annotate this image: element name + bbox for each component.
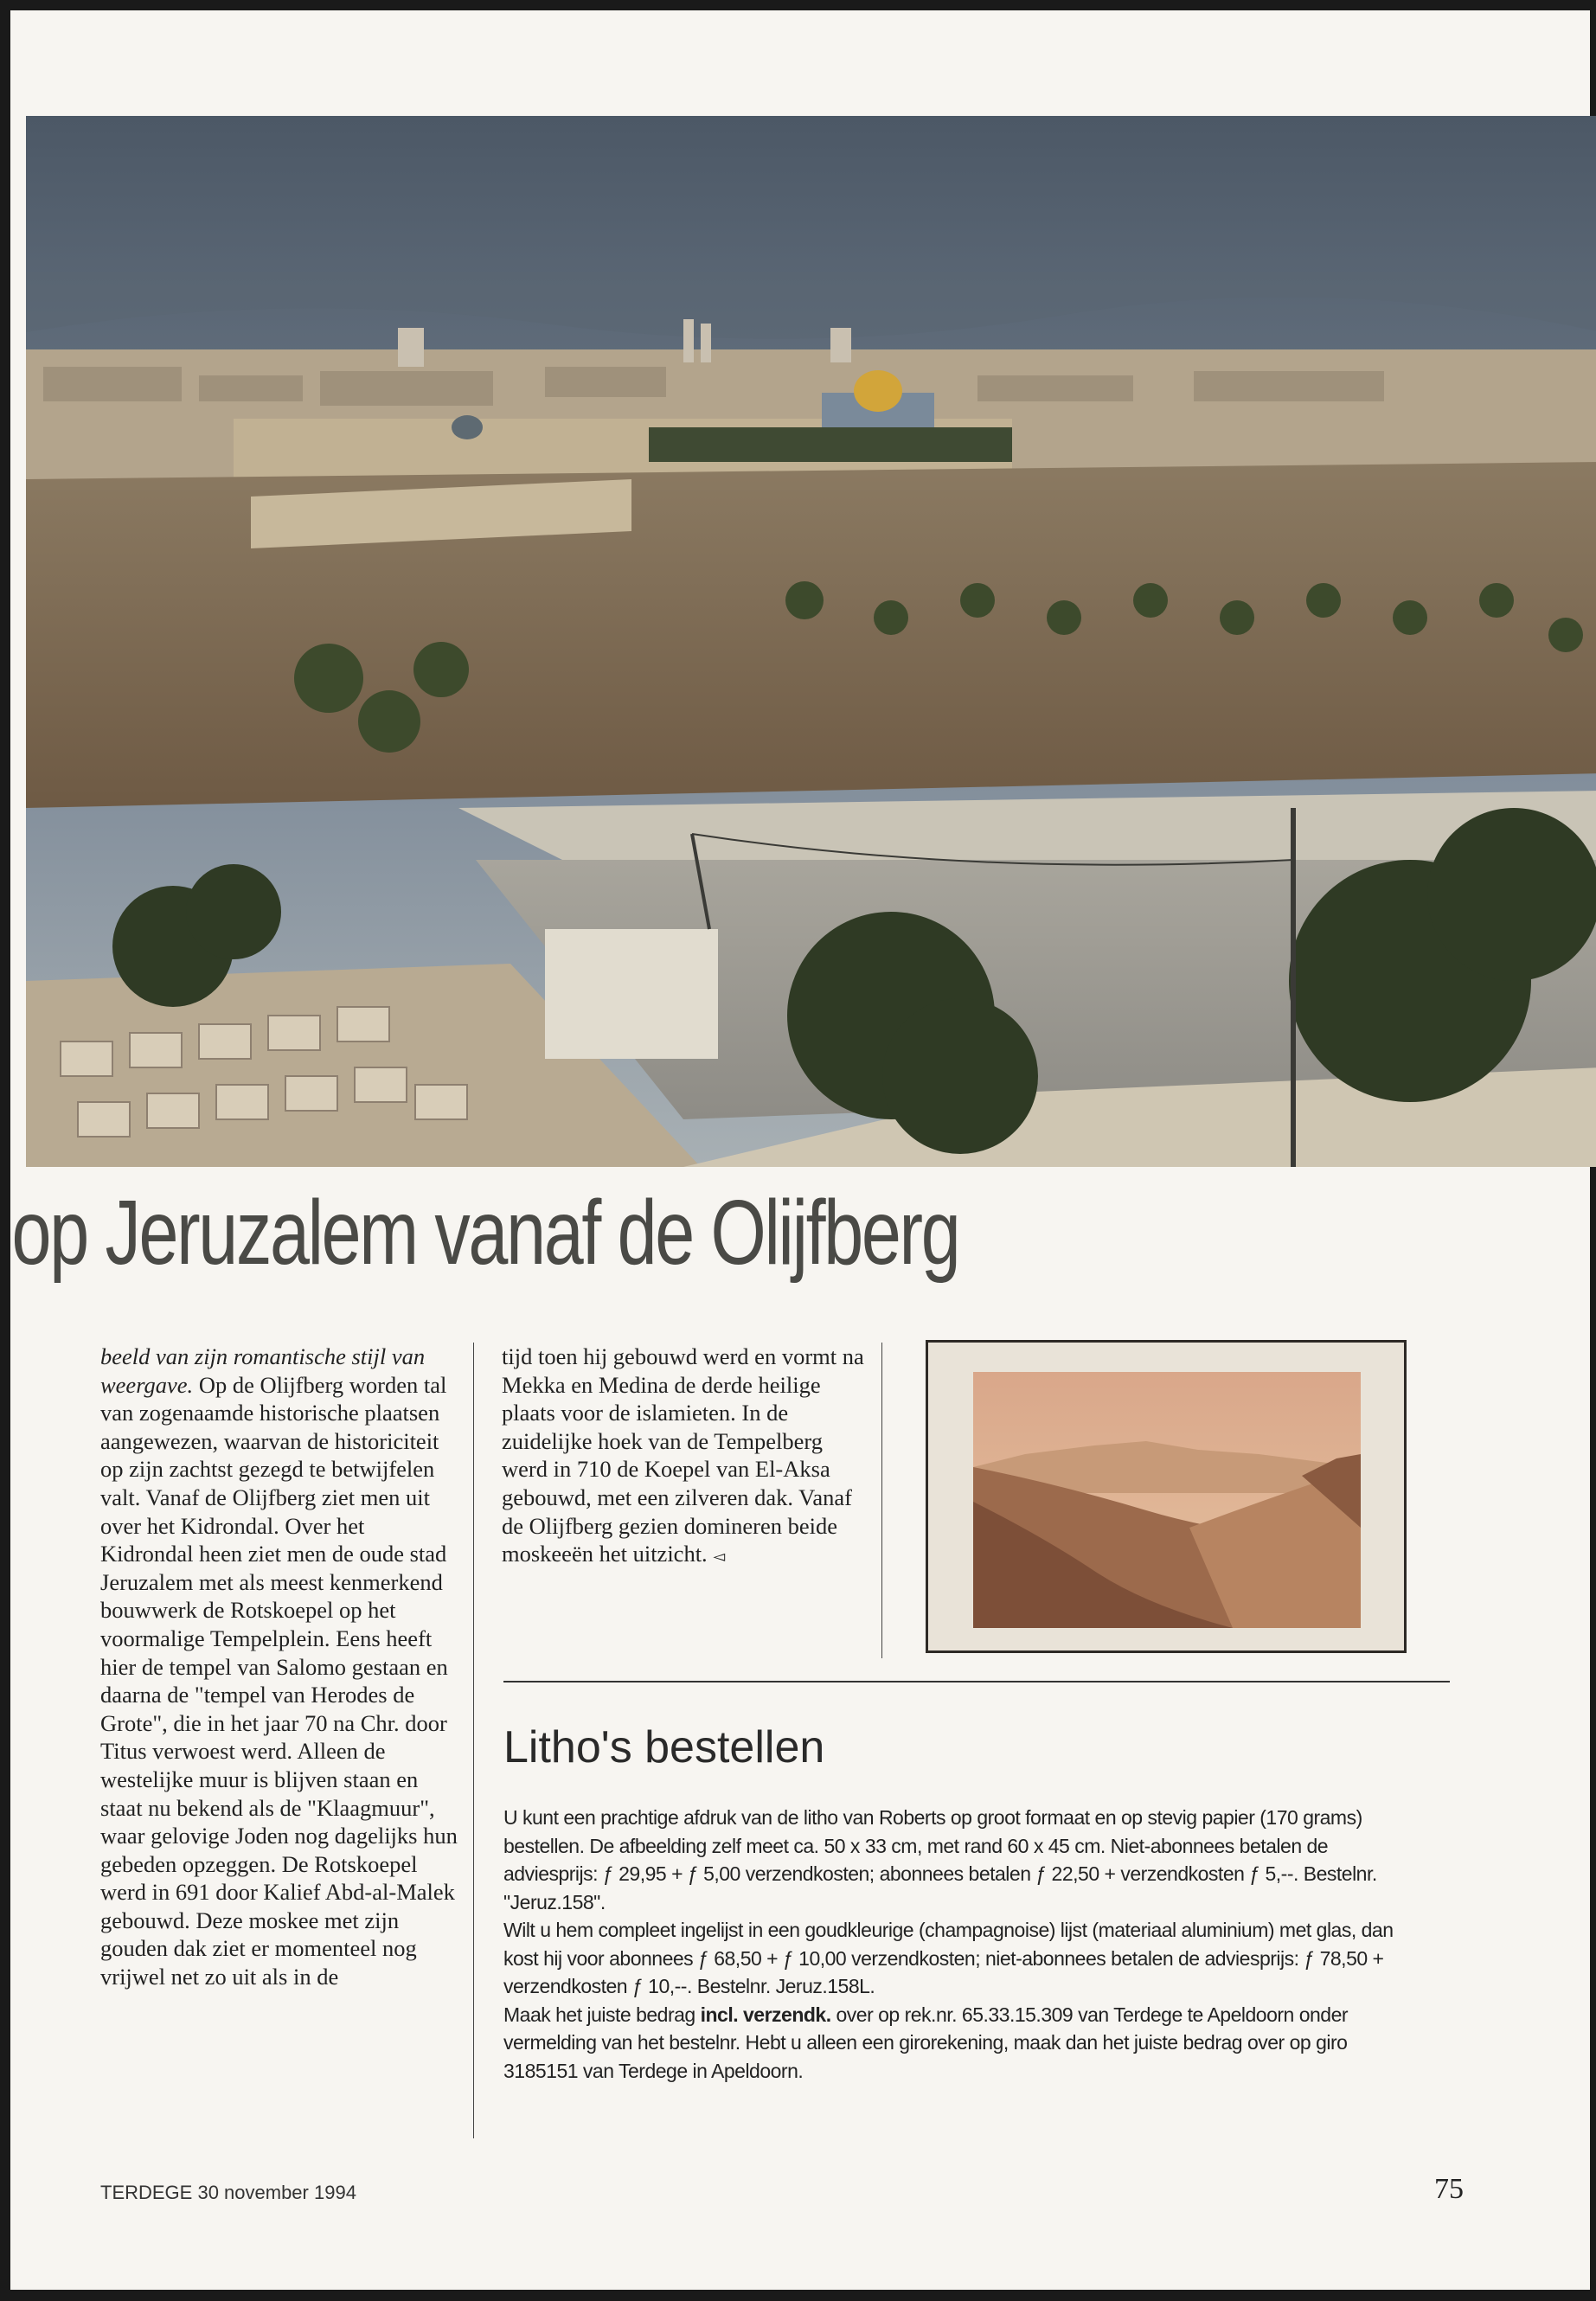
article-headline: op Jeruzalem vanaf de Olijfberg xyxy=(11,1182,959,1284)
roberts-litho-image xyxy=(973,1372,1361,1628)
section-divider xyxy=(503,1681,1450,1682)
order-section-title: Litho's bestellen xyxy=(503,1722,825,1772)
order-paragraph-1: U kunt een prachtige afdruk van de litho van Roberts op groot formaat en op stevig papier (170 grams) bestellen. De afbeelding zelf meet ca. 50 x 33 cm, met rand 60 x 45 cm. Niet-abonnees betalen de adviesprijs: ƒ 29,95 + ƒ 5,00 verzendkosten; abonnees betalen ƒ 22,50 + verzendkosten ƒ 5,--. Bestelnr. "Jeruz.158". xyxy=(503,1806,1377,1913)
page-number: 75 xyxy=(1434,2173,1464,2205)
article-column-1 xyxy=(100,1343,474,2138)
publication-footer: TERDEGE 30 november 1994 xyxy=(100,2182,356,2203)
magazine-page xyxy=(10,10,1590,2290)
order-paragraph-3-bold: incl. verzendk. xyxy=(700,2003,831,2026)
column-1-body: Op de Olijfberg worden tal van zogenaamde historische plaatsen aangewezen, waarvan de historiciteit op zijn zachtst gezegd te betwijfelen valt. Vanaf de Olijfberg ziet men uit over het Kidrondal. Over het Kidrondal heen ziet men de oude stad Jeruzalem met als meest kenmerkend bouwwerk de Rotskoepel op het voormalige Tempelplein. Eens heeft hier de tempel van Salomo gestaan en daarna de "tempel van Herodes de Grote", die in het jaar 70 na Chr. door Titus verwoest werd. Alleen de westelijke muur is blijven staan en staat nu bekend als de "Klaagmuur", waar gelovige Joden nog dagelijks hun gebeden opzeggen. De Rotskoepel werd in 691 door Kalief Abd-al-Malek gebouwd. Deze moskee met zijn gouden dak ziet er momenteel nog vrijwel net zo uit als in de xyxy=(100,1371,458,1990)
order-paragraph-2: Wilt u hem compleet ingelijst in een goudkleurige (champagnoise) lijst (materiaal aluminium) met glas, dan kost hij voor abonnees ƒ 68,50 + ƒ 10,00 verzendkosten; niet-abonnees betalen de adviesprijs: ƒ 78,50 + verzendkosten ƒ 10,--. Bestelnr. Jeruz.158L. xyxy=(503,1919,1394,1997)
order-paragraph-3-end: over op rek.nr. 65.33.15.309 van Terdege te Apeldoorn onder vermelding van het bestelnr. Hebt u alleen een girorekening, maak dan het juiste bedrag over op giro 3185151 van Terdege in Apeldoorn. xyxy=(503,2003,1349,2082)
litho-frame xyxy=(926,1340,1407,1653)
end-mark-icon: ◅ xyxy=(713,1548,726,1566)
order-instructions xyxy=(503,1804,1420,2085)
jerusalem-panorama-photo xyxy=(26,116,1596,1167)
article-column-2 xyxy=(502,1343,882,1658)
order-paragraph-3 xyxy=(503,2001,1420,2086)
column-1-lead: beeld van zijn romantische stijl van weergave. xyxy=(100,1343,426,1398)
order-paragraph-3-start: Maak het juiste bedrag xyxy=(503,2003,701,2026)
column-2-body: tijd toen hij gebouwd werd en vormt na Mekka en Medina de derde heilige plaats voor de islamieten. In de zuidelijke hoek van de Tempelberg werd in 710 de Koepel van El-Aksa gebouwd, met een zilveren dak. Vanaf de Olijfberg gezien domineren beide moskeeën het uitzicht. xyxy=(502,1343,864,1567)
